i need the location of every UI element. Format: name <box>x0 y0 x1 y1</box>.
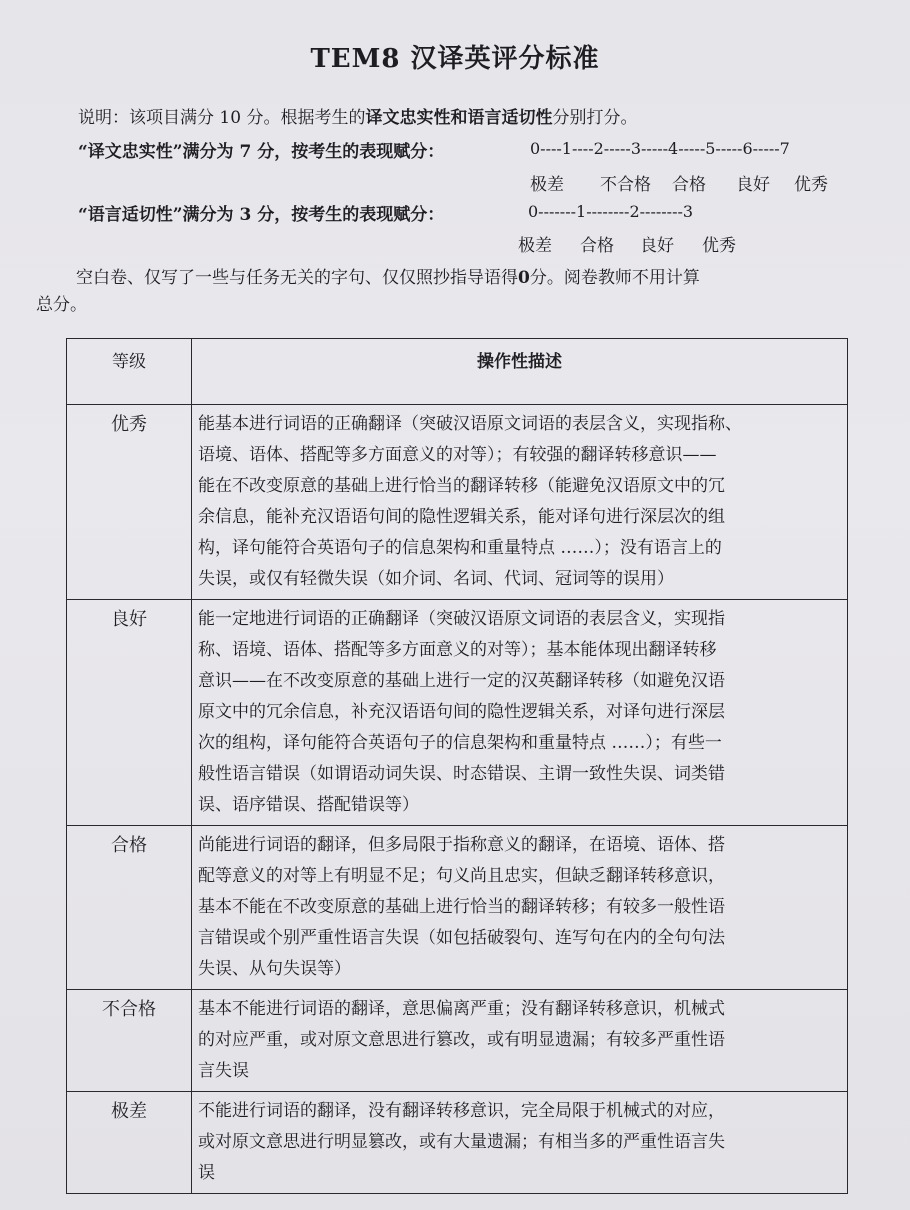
description-line: 能基本进行词语的正确翻译（突破汉语原文词语的表层含义，实现指称、 <box>198 414 742 434</box>
table-header-row <box>67 339 848 405</box>
table-row <box>67 990 848 1092</box>
description-line: 次的组构，译句能符合英语句子的信息架构和重量特点 ……）；有些一 <box>198 733 722 753</box>
fidelity-label: 良好 <box>736 175 770 195</box>
description-line: 不能进行词语的翻译，没有翻译转移意识，完全局限于机械式的对应， <box>198 1101 725 1121</box>
appropriateness-scale: 0-------1--------2--------3 <box>528 202 694 221</box>
intro-prefix: 说明：该项目满分 10 分。根据考生的 <box>78 108 366 128</box>
header-description: 操作性描述 <box>192 339 848 405</box>
level-cell: 优秀 <box>67 405 192 600</box>
description-line: 语境、语体、搭配等多方面意义的对等）；有较强的翻译转移意识—— <box>198 445 717 465</box>
document-title: TEM8 汉译英评分标准 <box>310 44 600 74</box>
description-cell <box>192 405 848 600</box>
description-cell <box>192 600 848 826</box>
intro-line <box>78 103 637 128</box>
intro-bold: 译文忠实性和语言适切性 <box>365 108 553 128</box>
description-line: 意识——在不改变原意的基础上进行一定的汉英翻译转移（如避免汉语 <box>198 671 725 691</box>
note-bold: 0 <box>518 268 530 288</box>
description-line: 能一定地进行词语的正确翻译（突破汉语原文词语的表层含义，实现指 <box>198 609 725 629</box>
description-cell <box>192 826 848 990</box>
intro-suffix: 分别打分。 <box>552 108 638 128</box>
table-body <box>67 405 848 1194</box>
table-row <box>67 405 848 600</box>
appropriateness-label: 优秀 <box>702 236 736 256</box>
fidelity-label: 极差 <box>530 175 564 195</box>
table-row <box>67 600 848 826</box>
description-line: 配等意义的对等上有明显不足；句义尚且忠实，但缺乏翻译转移意识， <box>198 866 725 886</box>
description-cell <box>192 990 848 1092</box>
level-cell: 合格 <box>67 826 192 990</box>
description-line: 言错误或个别严重性语言失误（如包括破裂句、连写句在内的全句句法 <box>198 928 725 948</box>
description-line: 余信息，能补充汉语语句间的隐性逻辑关系，能对译句进行深层次的组 <box>198 507 725 527</box>
description-line: 尚能进行词语的翻译，但多局限于指称意义的翻译，在语境、语体、搭 <box>198 835 725 855</box>
note-prefix: 空白卷、仅写了一些与任务无关的字句、仅仅照抄指导语得 <box>76 268 518 288</box>
description-line: 基本不能在不改变原意的基础上进行恰当的翻译转移；有较多一般性语 <box>198 897 725 917</box>
appropriateness-label: 极差 <box>518 236 552 256</box>
level-cell: 良好 <box>67 600 192 826</box>
appropriateness-labels <box>518 231 736 256</box>
description-line: 或对原文意思进行明显篡改，或有大量遗漏；有相当多的严重性语言失 <box>198 1132 725 1152</box>
table-row <box>67 1092 848 1194</box>
description-line: 能在不改变原意的基础上进行恰当的翻译转移（能避免汉语原文中的冗 <box>198 476 725 496</box>
description-line: 失误、从句失误等） <box>198 959 351 979</box>
description-line: 言失误 <box>198 1061 249 1081</box>
note-line <box>76 263 700 288</box>
header-level: 等级 <box>67 339 192 405</box>
description-cell <box>192 1092 848 1194</box>
fidelity-labels <box>530 170 828 195</box>
description-line: 构，译句能符合英语句子的信息架构和重量特点 ……）；没有语言上的 <box>198 538 722 558</box>
note-line2: 总分。 <box>36 295 87 315</box>
fidelity-label: 合格 <box>672 175 706 195</box>
level-cell: 极差 <box>67 1092 192 1194</box>
grading-table <box>66 338 848 1194</box>
fidelity-label: 不合格 <box>600 175 651 195</box>
note-suffix: 分。阅卷教师不用计算 <box>529 268 700 288</box>
description-line: 原文中的冗余信息，补充汉语语句间的隐性逻辑关系，对译句进行深层 <box>198 702 725 722</box>
table-row <box>67 826 848 990</box>
description-line: 的对应严重，或对原文意思进行篡改，或有明显遗漏；有较多严重性语 <box>198 1030 725 1050</box>
appropriateness-label: 良好 <box>640 236 674 256</box>
description-line: 失误，或仅有轻微失误（如介词、名词、代词、冠词等的误用） <box>198 569 674 589</box>
appropriateness-text: “语言适切性”满分为 3 分，按考生的表现赋分： <box>78 205 445 225</box>
description-line: 般性语言错误（如谓语动词失误、时态错误、主谓一致性失误、词类错 <box>198 764 725 784</box>
fidelity-scale: 0----1----2-----3-----4-----5-----6-----7 <box>530 139 790 158</box>
fidelity-text: “译文忠实性”满分为 7 分，按考生的表现赋分： <box>78 142 445 162</box>
appropriateness-label: 合格 <box>580 236 614 256</box>
level-cell: 不合格 <box>67 990 192 1092</box>
description-line: 误、语序错误、搭配错误等） <box>198 795 419 815</box>
description-line: 称、语境、语体、搭配等多方面意义的对等）；基本能体现出翻译转移 <box>198 640 717 660</box>
fidelity-label: 优秀 <box>794 175 828 195</box>
description-line: 基本不能进行词语的翻译，意思偏离严重；没有翻译转移意识，机械式 <box>198 999 725 1019</box>
description-line: 误 <box>198 1163 215 1183</box>
